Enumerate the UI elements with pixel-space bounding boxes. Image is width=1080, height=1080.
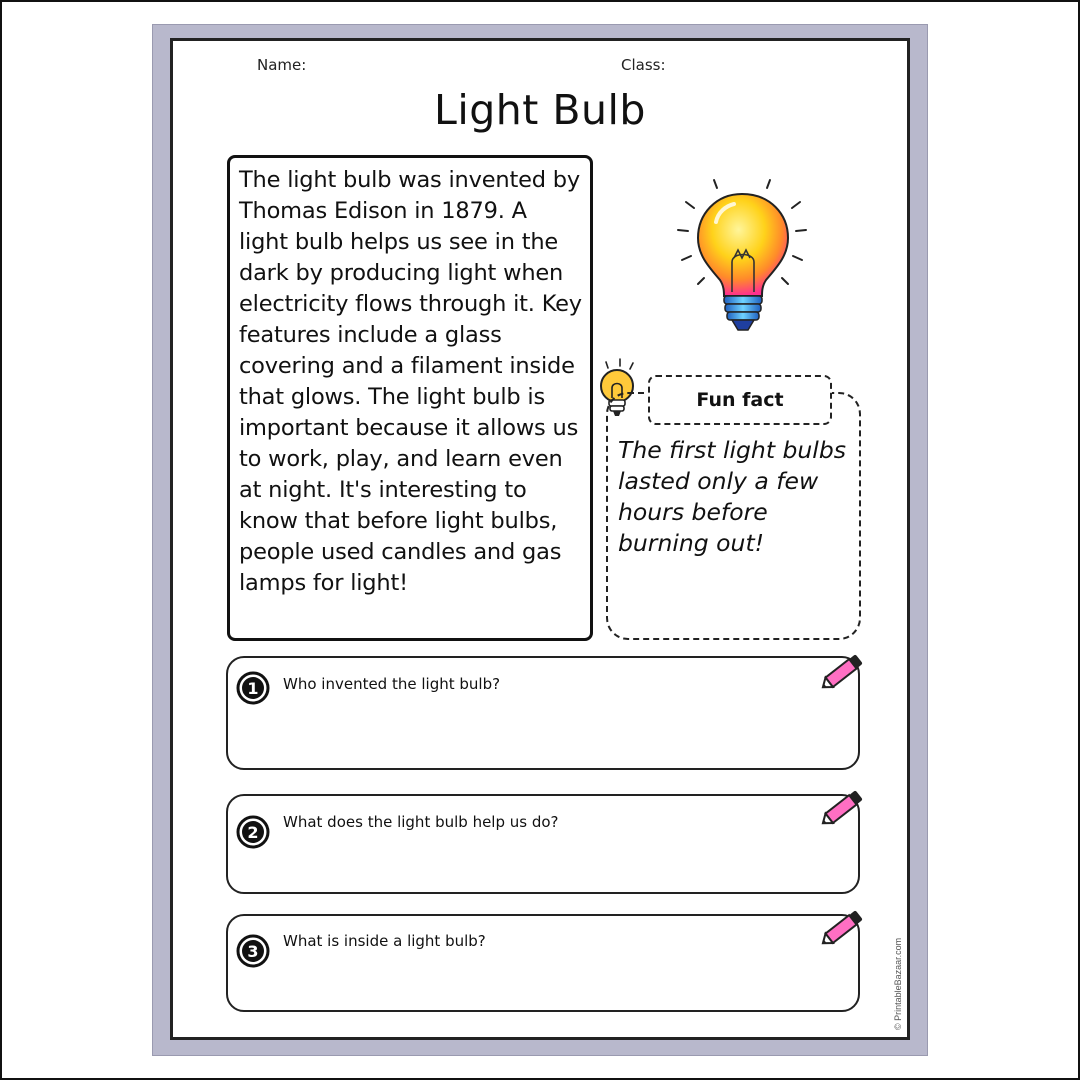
fun-fact-text: The first light bulbs lasted only a few hours before burning out! [618, 436, 847, 557]
pencil-icon [818, 650, 870, 694]
question-number-badge [236, 671, 270, 705]
question-text-1: Who invented the light bulb? [283, 675, 501, 693]
reading-passage-box [227, 155, 593, 641]
answer-box-3[interactable] [226, 914, 860, 1012]
answer-box-1[interactable] [226, 656, 860, 770]
question-number-badge [236, 934, 270, 968]
name-label: Name: [257, 56, 307, 74]
answer-box-2[interactable] [226, 794, 860, 894]
pencil-icon [818, 786, 870, 830]
pencil-icon [818, 906, 870, 950]
svg-text:3: 3 [247, 942, 259, 961]
page-title: Light Bulb [434, 86, 646, 134]
fun-fact-label: Fun fact [648, 375, 832, 425]
svg-text:2: 2 [247, 823, 259, 842]
question-text-3: What is inside a light bulb? [283, 932, 486, 950]
class-label: Class: [621, 56, 666, 74]
copyright-credit: © PrintableBazaar.com [893, 937, 903, 1030]
svg-text:1: 1 [247, 679, 259, 698]
reading-passage-text: The light bulb was invented by Thomas Edison in 1879. A light bulb helps us see in the dark by producing light when electricity flows through it. Key features include a glass covering and a filament inside that glows. The light bulb is important because it allows us to work, play, and learn even at night. It's interesting to know that before light bulbs, people used candles and gas lamps for light! [239, 167, 582, 596]
question-text-2: What does the light bulb help us do? [283, 813, 559, 831]
light-bulb-icon [672, 172, 822, 340]
question-number-badge [236, 815, 270, 849]
